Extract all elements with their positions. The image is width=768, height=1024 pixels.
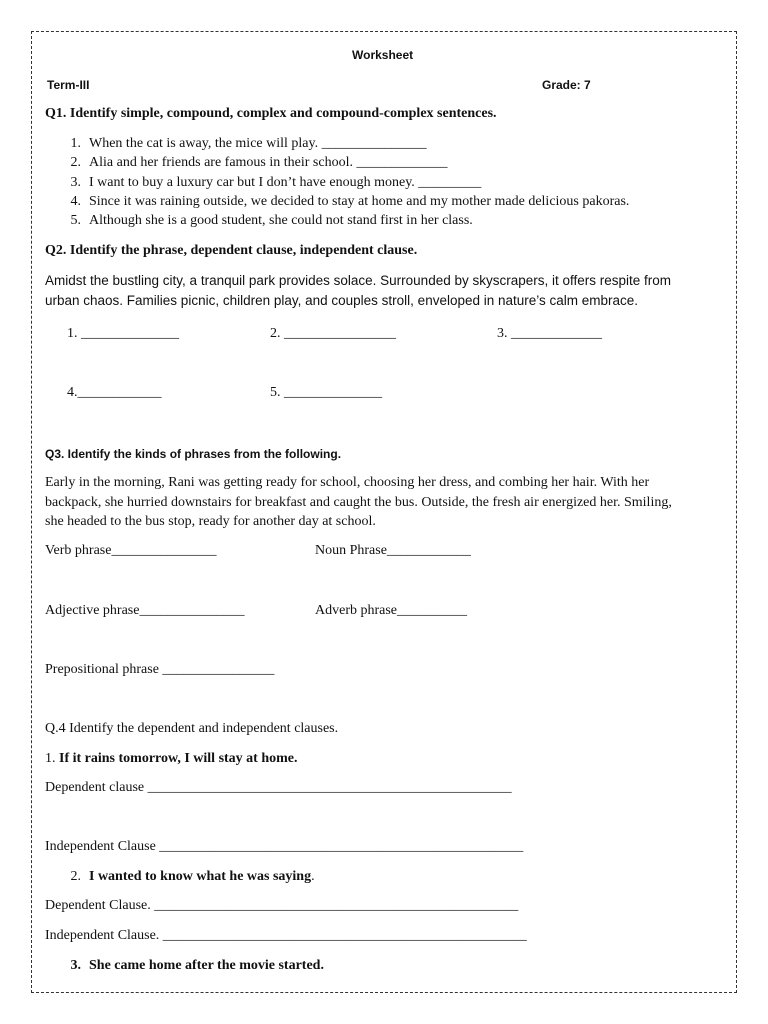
q3-heading: Q3. Identify the kinds of phrases from the following. [45,447,342,461]
q4-sentence-text: She came home after the movie started. [89,958,324,973]
verb-phrase-field[interactable]: Verb phrase_______________ [45,543,217,558]
term-label: Term-III [47,78,90,92]
q1-item-text: When the cat is away, the mice will play. _______________ [89,136,427,151]
dependent-clause-field[interactable]: Dependent clause ____________________________________________________ [45,780,512,795]
q2-blank-1[interactable]: 1. ______________ [67,326,179,341]
q3-paragraph-line: backpack, she hurried downstairs for breakfast and caught the bus. Outside, the fresh air energized her. Smiling, [45,495,672,510]
q4-sentence-1 [45,751,298,767]
q3-paragraph-line: she headed to the bus stop, ready for another day at school. [45,514,376,529]
noun-phrase-field[interactable]: Noun Phrase____________ [315,543,471,558]
prepositional-phrase-field[interactable]: Prepositional phrase ________________ [45,662,275,677]
q4-sentence-number: 3. [70,958,81,973]
q1-heading: Q1. Identify simple, compound, complex and compound-complex sentences. [45,106,497,121]
q4-sentence-period: . [311,869,315,884]
q1-item [63,194,629,210]
q4-heading: Q.4 Identify the dependent and independent clauses. [45,721,339,736]
q2-paragraph-line: Amidst the bustling city, a tranquil park provides solace. Surrounded by skyscrapers, it offers respite from [45,273,672,288]
q4-sentence-3 [63,958,324,974]
q1-item-number: 1. [70,136,81,151]
q1-item-text: I want to buy a luxury car but I don’t have enough money. _________ [89,175,482,190]
q1-item [63,155,447,171]
independent-clause-field[interactable]: Independent Clause ____________________________________________________ [45,839,524,854]
q2-paragraph-line: urban chaos. Families picnic, children play, and couples stroll, enveloped in nature’s calm embrace. [45,293,639,308]
q1-item-number: 2. [70,155,81,170]
q4-sentence-number: 2. [70,869,81,884]
adverb-phrase-field[interactable]: Adverb phrase__________ [315,603,468,618]
q1-item [63,175,481,191]
q1-item-text: Alia and her friends are famous in their school. _____________ [89,155,448,170]
q4-sentence-text: I wanted to know what he was saying [89,869,312,884]
q4-sentence-number: 1. [45,751,56,766]
q4-sentence-text: If it rains tomorrow, I will stay at home. [59,751,298,766]
q1-item [63,213,473,229]
grade-label: Grade: 7 [542,78,591,92]
adjective-phrase-field[interactable]: Adjective phrase_______________ [45,603,245,618]
q4-sentence-2 [63,869,315,885]
worksheet-title: Worksheet [352,48,414,62]
q2-blank-4[interactable]: 4.____________ [67,385,162,400]
q2-heading: Q2. Identify the phrase, dependent clause, independent clause. [45,243,418,258]
q1-item-number: 5. [70,213,81,228]
q1-item-text: Since it was raining outside, we decided to stay at home and my mother made delicious pakoras. [89,194,630,209]
dependent-clause-field[interactable]: Dependent Clause. ____________________________________________________ [45,898,519,913]
q2-blank-3[interactable]: 3. _____________ [497,326,602,341]
q3-paragraph-line: Early in the morning, Rani was getting ready for school, choosing her dress, and combing her hair. With her [45,475,650,490]
q1-item-text: Although she is a good student, she could not stand first in her class. [89,213,473,228]
q1-item-number: 4. [70,194,81,209]
q1-item-number: 3. [70,175,81,190]
independent-clause-field[interactable]: Independent Clause. ____________________________________________________ [45,928,527,943]
q1-item [63,136,427,152]
q2-blank-2[interactable]: 2. ________________ [270,326,396,341]
q2-blank-5[interactable]: 5. ______________ [270,385,382,400]
